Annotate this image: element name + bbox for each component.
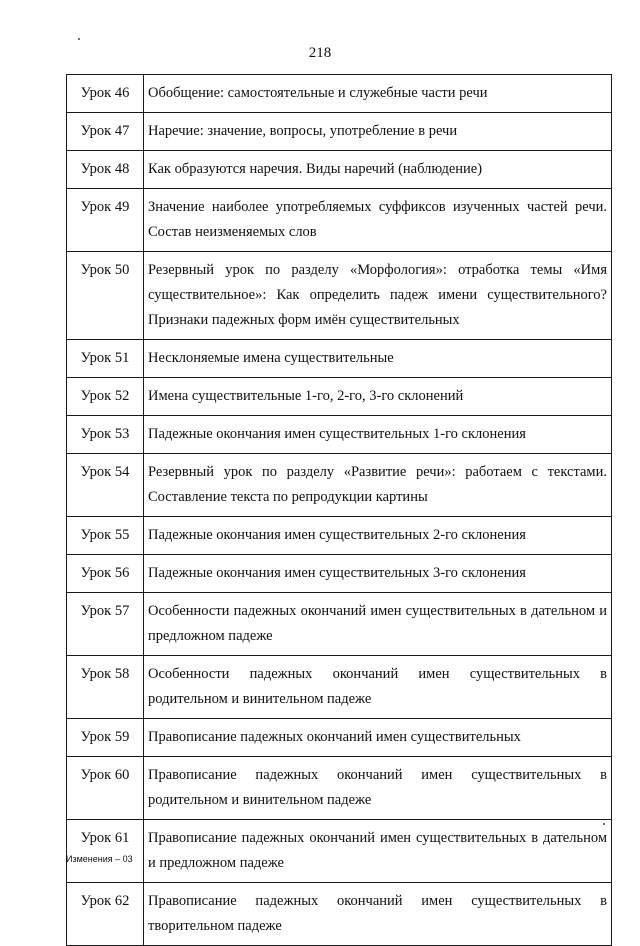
lesson-number: Урок 51	[67, 340, 144, 378]
lesson-topic: Правописание падежных окончаний имен существительных	[144, 719, 612, 757]
lesson-topic: Имена существительные 1-го, 2-го, 3-го склонений	[144, 378, 612, 416]
lesson-topic: Правописание падежных окончаний имен существительных в дательном и предложном падеже	[144, 820, 612, 883]
table-row	[67, 189, 612, 252]
table-row	[67, 517, 612, 555]
lesson-topic: Обобщение: самостоятельные и служебные части речи	[144, 75, 612, 113]
lesson-topic: Падежные окончания имен существительных 2-го склонения	[144, 517, 612, 555]
lesson-number: Урок 62	[67, 883, 144, 946]
table-row	[67, 757, 612, 820]
lesson-topic: Падежные окончания имен существительных 3-го склонения	[144, 555, 612, 593]
lesson-topic: Наречие: значение, вопросы, употребление в речи	[144, 113, 612, 151]
lesson-number: Урок 52	[67, 378, 144, 416]
lesson-number: Урок 55	[67, 517, 144, 555]
lesson-topic: Резервный урок по разделу «Морфология»: отработка темы «Имя существительное»: Как определить падеж имени существительного? Признаки падежных форм имён существительных	[144, 252, 612, 340]
lesson-topic: Особенности падежных окончаний имен существительных в дательном и предложном падеже	[144, 593, 612, 656]
lesson-number: Урок 59	[67, 719, 144, 757]
lesson-topic: Как образуются наречия. Виды наречий (наблюдение)	[144, 151, 612, 189]
lesson-number: Урок 61	[67, 820, 144, 883]
lesson-topic: Правописание падежных окончаний имен существительных в родительном и винительном падеже	[144, 757, 612, 820]
lesson-number: Урок 60	[67, 757, 144, 820]
lesson-topic: Особенности падежных окончаний имен существительных в родительном и винительном падеже	[144, 656, 612, 719]
lesson-topic: Несклоняемые имена существительные	[144, 340, 612, 378]
lesson-number: Урок 48	[67, 151, 144, 189]
lesson-number: Урок 50	[67, 252, 144, 340]
table-row	[67, 656, 612, 719]
table-row	[67, 416, 612, 454]
table-row	[67, 75, 612, 113]
lessons-table-body	[67, 75, 612, 946]
lesson-topic: Значение наиболее употребляемых суффиксов изученных частей речи. Состав неизменяемых слов	[144, 189, 612, 252]
lesson-number: Урок 53	[67, 416, 144, 454]
lesson-topic: Правописание падежных окончаний имен существительных в творительном падеже	[144, 883, 612, 946]
table-row	[67, 719, 612, 757]
lesson-number: Урок 57	[67, 593, 144, 656]
scan-speck	[603, 823, 605, 825]
table-row	[67, 820, 612, 883]
lesson-number: Урок 56	[67, 555, 144, 593]
page-number: 218	[308, 45, 332, 61]
table-row	[67, 113, 612, 151]
lesson-topic: Резервный урок по разделу «Развитие речи»: работаем с текстами. Составление текста по репродукции картины	[144, 454, 612, 517]
scan-speck	[78, 38, 80, 40]
table-row	[67, 252, 612, 340]
table-row	[67, 378, 612, 416]
table-row	[67, 151, 612, 189]
lesson-topic: Падежные окончания имен существительных 1-го склонения	[144, 416, 612, 454]
lesson-number: Урок 47	[67, 113, 144, 151]
footer-revision: Изменения – 03	[66, 854, 133, 864]
lesson-number: Урок 49	[67, 189, 144, 252]
table-row	[67, 555, 612, 593]
lessons-table	[66, 74, 612, 946]
table-row	[67, 340, 612, 378]
table-row	[67, 593, 612, 656]
lesson-number: Урок 46	[67, 75, 144, 113]
table-row	[67, 454, 612, 517]
table-row	[67, 883, 612, 946]
lesson-number: Урок 58	[67, 656, 144, 719]
lesson-number: Урок 54	[67, 454, 144, 517]
